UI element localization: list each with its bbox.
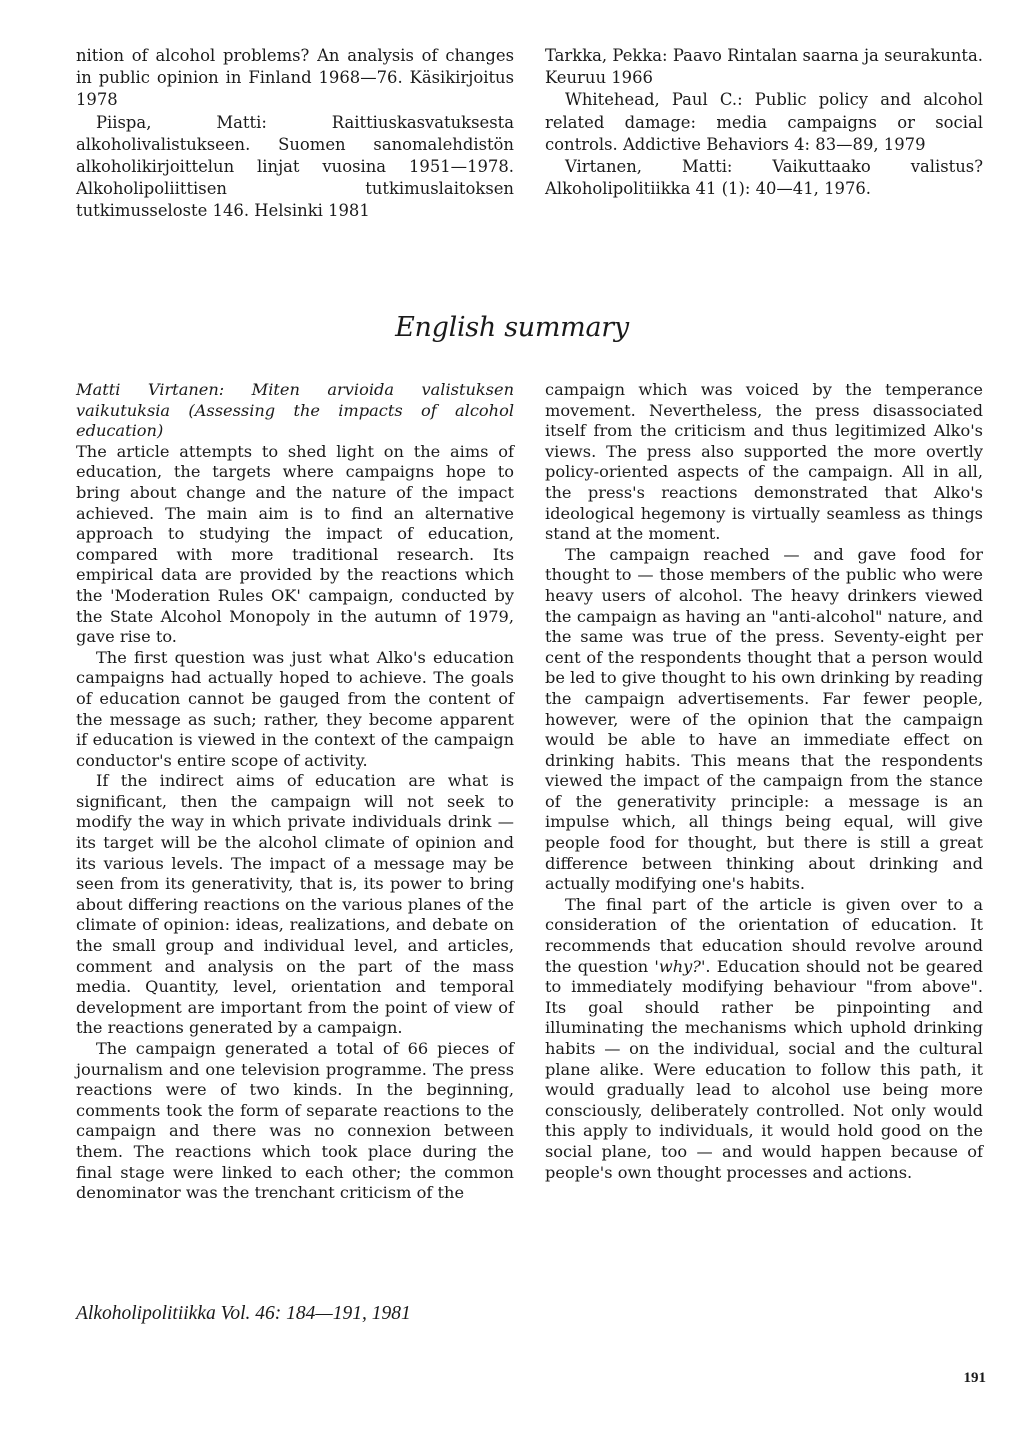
final-paragraph-end: . Education should not be geared to immediately modifying behaviour "from above". Its goal should rather be pinpointing and illuminating the mechanisms which uphold drinking habits — on the individual, social and the cultural plane alike. Were education to follow this path, it would gradually lead to alcohol use being more consciously, deliberately controlled. Not only would this apply to individuals, it would hold good on the social plane, too — and would happen because of people's own thought processes and actions. [545, 956, 983, 1182]
journal-citation: Alkoholipolitiikka Vol. 46: 184—191, 1981 [76, 1303, 411, 1324]
final-paragraph-start: The final part of the article is given over to a consideration of the orientation of education. It recommends that education should revolve around the question [545, 894, 983, 976]
summary-paragraph: The campaign generated a total of 66 pieces of journalism and one television programme. The press reactions were of two kinds. In the beginning, comments took the form of separate reactions to the campaign and there was no connexion between them. The reactions which took place during the final stage were linked to each other; the common denominator was the trenchant criticism of the [76, 1039, 514, 1203]
summary-paragraph: The first question was just what Alko's education campaigns had actually hoped to achieve. The goals of education cannot be gauged from the content of the message as such; rather, they become apparent if education is viewed in the context of the campaign conductor's entire scope of activity. [76, 647, 514, 770]
reference-entry: Tarkka, Pekka: Paavo Rintalan saarna ja seurakunta. Keuruu 1966 [545, 46, 983, 88]
why-quote: 'why?' [654, 956, 706, 976]
reference-entry: nition of alcohol problems? An analysis of changes in public opinion in Finland 1968—76. Käsikirjoitus 1978 [76, 46, 514, 110]
references-left [76, 45, 514, 223]
summary-paragraph: If the indirect aims of education are what is significant, then the campaign will not seek to modify the way in which private individuals drink — its target will be the alcohol climate of opinion and its various levels. The impact of a message may be seen from its generativity, that is, its power to bring about differing reactions on the various planes of the climate of opinion: ideas, realizations, and debate on the small group and individual level, and articles, comment and analysis on the part of the mass media. Quantity, level, orientation and temporal development are important from the point of view of the reactions generated by a campaign. [76, 771, 514, 1038]
page-number: 191 [963, 1370, 986, 1386]
summary-paragraph: The campaign reached — and gave food for thought to — those members of the public who were heavy users of alcohol. The heavy drinkers viewed the campaign as having an "anti-alcohol" nature, and the same was true of the press. Seventy-eight per cent of the respondents thought that a person would be led to give thought to his own drinking by reading the campaign advertisements. Far fewer people, however, were of the opinion that the campaign would be able to have an immediate effect on drinking habits. This means that the respondents viewed the impact of the campaign from the stance of the generativity principle: a message is an impulse which, all things being equal, will give people food for thought, but there is still a great difference between thinking about drinking and actually modifying one's habits. [545, 544, 983, 894]
summary-column-right [545, 380, 983, 1183]
summary-paragraph: The article attempts to shed light on the aims of education, the targets where campaigns hope to bring about change and the nature of the impact achieved. The main aim is to find an alternative approach to studying the impact of education, compared with more traditional research. Its empirical data are provided by the reactions which the 'Moderation Rules OK' campaign, conducted by the State Alcohol Monopoly in the autumn of 1979, gave rise to. [76, 441, 514, 647]
summary-title: Matti Virtanen: Miten arvioida valistuksen vaikutuksia (Assessing the impacts of alcohol education) [76, 380, 514, 441]
reference-entry: Whitehead, Paul C.: Public policy and alcohol related damage: media campaigns or social controls. Addictive Behaviors 4: 83—89, 1979 [545, 90, 983, 154]
reference-entry: Virtanen, Matti: Vaikuttaako valistus? Alkoholipolitiikka 41 (1): 40—41, 1976. [545, 157, 983, 199]
references-right [545, 45, 983, 200]
reference-entry: Piispa, Matti: Raittiuskasvatuksesta alkoholivalistukseen. Suomen sanomalehdistön alkoholikirjoittelun linjat vuosina 1951—1978. Alkoholipoliittisen tutkimuslaitoksen tutkimusseloste 146. Helsinki 1981 [76, 112, 514, 221]
summary-paragraph: campaign which was voiced by the temperance movement. Nevertheless, the press disassociated itself from the criticism and thus legitimized Alko's views. The press also supported the more overtly policy-oriented aspects of the campaign. All in all, the press's reactions demonstrated that Alko's ideological hegemony is virtually seamless as things stand at the moment. [545, 380, 983, 544]
summary-paragraph-final [545, 895, 983, 1183]
summary-column-left [76, 380, 514, 1204]
summary-heading: English summary [395, 312, 629, 343]
